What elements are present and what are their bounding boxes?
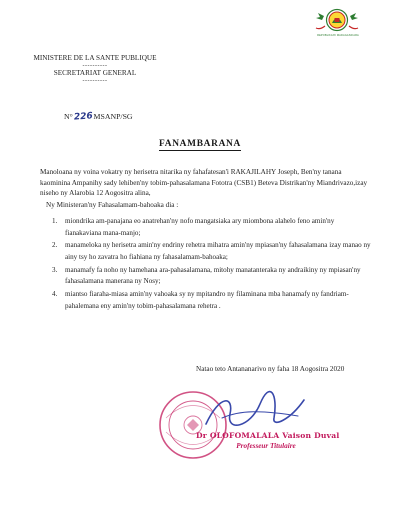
ministry-heading xyxy=(30,54,160,84)
intro-paragraph: Manoloana ny voina vokatry ny herisetra nitarika ny fahafatesan'i RAKAJILAHY Joseph, Ben'ny tanana kaominina Ampanihy sady lehiben'ny tobim-pahasalamana Fototra (CSB1) Beteva Distrikan'ny Miandrivazo,izay niseho ny Alarobia 12 Aogositra alina, xyxy=(40,168,368,198)
list-item xyxy=(52,216,372,239)
list-item xyxy=(52,289,372,312)
reference-number xyxy=(64,112,133,122)
emblem-caption: REPOBLIKAN'I MADAGASIKARA xyxy=(317,34,359,37)
dateline: Natao teto Antananarivo ny faha 18 Aogositra 2020 xyxy=(196,365,345,373)
list-item-number: 4. xyxy=(52,290,58,299)
document-title-text: FANAMBARANA xyxy=(159,139,241,149)
reference-prefix: N° xyxy=(64,112,73,121)
statement-list xyxy=(52,216,372,314)
intro-statement: Ny Ministeran'ny Fahasalamam-bahoaka dia : xyxy=(46,201,179,209)
reference-suffix: MSANP/SG xyxy=(93,112,133,121)
list-item-text: miantso fiaraha-miasa amin'ny vahoaka sy ny mpitandro ny filaminana mba hanamafy ny fandriam-pahalemana eny amin'ny tobim-pahasalamana rehetra . xyxy=(65,290,349,310)
list-item xyxy=(52,240,372,263)
list-item-text: manameloka ny herisetra amin'ny endriny rehetra mihatra amin'ny mpiasan'ny fahasalamana izay manao ny ainy tsy ho zavatra ho fiahiana ny fahasalamam-bahoaka; xyxy=(65,241,371,261)
reference-handwritten-number: 226 xyxy=(73,111,93,123)
ministry-separator: ---------- xyxy=(82,63,108,69)
list-item xyxy=(52,265,372,288)
madagascar-emblem xyxy=(296,6,378,34)
ministry-name: MINISTERE DE LA SANTE PUBLIQUE xyxy=(33,54,157,62)
list-item-number: 2. xyxy=(52,241,58,250)
list-item-text: miondrika am-panajana eo anatrehan'ny nofo mangatsiaka ary miombona alahelo feno amin'ny fianakaviana mana-manjo; xyxy=(65,217,335,237)
list-item-number: 1. xyxy=(52,217,58,225)
document-title xyxy=(0,139,400,149)
list-item-text: manamafy fa noho ny hamehana ara-pahasalamana, mitohy manatanteraka ny andraikiny ny mpiasan'ny fahasalamana manerana ny Nosy; xyxy=(65,265,361,286)
signer-name: Dr OLOFOMALALA Vaison Duval xyxy=(196,431,340,440)
signer-title: Professeur Titulaire xyxy=(236,442,296,450)
secretariat-separator: ---------- xyxy=(82,78,108,84)
list-item-number: 3. xyxy=(52,265,58,274)
handwritten-signature xyxy=(200,388,310,436)
secretariat-name: SECRETARIAT GENERAL xyxy=(53,69,137,77)
